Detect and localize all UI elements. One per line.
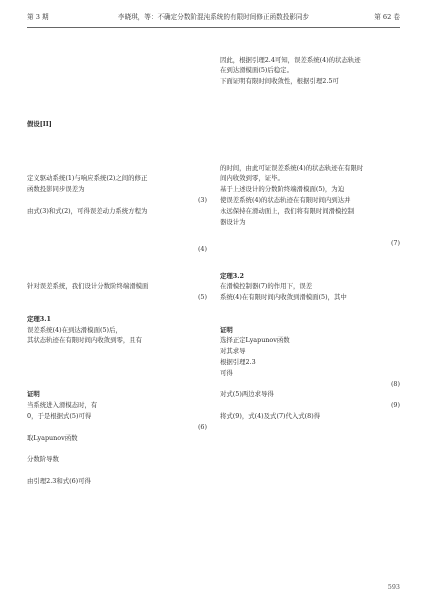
- proof: [220, 325, 400, 347]
- equation: [220, 109, 400, 131]
- equation-body: [27, 195, 207, 206]
- equation: [27, 497, 207, 519]
- paragraph: [27, 130, 207, 173]
- header-rule: [27, 27, 400, 28]
- equation: [27, 486, 207, 497]
- text-line: 根据引理2.3: [220, 357, 256, 366]
- text-line: [27, 130, 207, 141]
- running-title: 李晓琪，等：不确定分数阶混沌系统的有限时间修正函数投影同步: [117, 13, 310, 21]
- text-line: [27, 44, 207, 55]
- text-line: 取Lyapunov函数: [27, 433, 78, 442]
- paragraph: [27, 303, 207, 314]
- equation: [27, 292, 207, 303]
- equation-body: [220, 33, 400, 55]
- text-line: [27, 76, 207, 87]
- text-line: [27, 443, 207, 454]
- equation-number: (6): [197, 422, 207, 431]
- text-line: 将式(9)，式(4)及式(7)代入式(8)得: [220, 411, 321, 420]
- equation: [220, 130, 400, 152]
- paragraph: [27, 65, 207, 87]
- equation-body: [27, 217, 207, 282]
- text-line: 可得: [220, 368, 233, 377]
- text-line: 对其求导: [220, 347, 246, 356]
- text-line: 因此，根据引理2.4可知，误差系统(4)的状态轨迹: [220, 55, 361, 64]
- text-line: 函数投影同步误差为: [27, 185, 85, 194]
- text-line: 的时间，由此可证误差系统(4)的状态轨迹在有限时: [220, 163, 364, 172]
- equation-body: [27, 292, 207, 303]
- volume-number: 第 62 卷: [374, 13, 400, 21]
- running-header: [27, 10, 400, 24]
- text-line: 在到达滑模面(5)后稳定。: [220, 66, 293, 75]
- equation-body: [220, 379, 400, 390]
- equation-body: [220, 227, 400, 259]
- text-line: 针对误差系统，我们设计分数阶终端滑模面: [27, 282, 149, 291]
- theorem: [220, 271, 400, 303]
- text-line: [27, 141, 207, 152]
- text-line: [27, 314, 207, 325]
- heading-text: 假设[II]: [27, 120, 52, 129]
- text-line: [220, 260, 400, 271]
- equation: [27, 217, 207, 282]
- text-line: [27, 389, 207, 400]
- text-line: 下面证明有限时间收敛性，根据引理2.5可: [220, 77, 339, 86]
- text-line: [27, 465, 207, 476]
- equation: [220, 303, 400, 325]
- paragraph: [220, 184, 400, 227]
- equation-body: [27, 346, 207, 378]
- equation-body: [27, 422, 207, 433]
- text-line: 选择正定Lyapunov函数: [220, 336, 290, 345]
- equation-number: (5): [197, 293, 207, 302]
- equation: [27, 422, 207, 433]
- text-line: 在滑模控制器(7)的作用下，误差: [220, 282, 313, 291]
- paragraph: [27, 379, 207, 390]
- paragraph: [220, 411, 400, 422]
- paragraph: [220, 152, 400, 184]
- equation-body: [220, 130, 400, 152]
- theorem-label: 定理3.1: [27, 314, 51, 323]
- text-line: [27, 87, 207, 98]
- proof: [27, 389, 207, 421]
- text-line: 器设计为: [220, 217, 246, 226]
- text-line: 误差系统(4)在到达滑模面(5)后，: [27, 325, 122, 334]
- theorem: [27, 314, 207, 346]
- paragraph: [27, 33, 207, 65]
- paragraph: [27, 173, 207, 195]
- issue-number: 第 3 期: [27, 13, 49, 21]
- equation: [220, 98, 400, 109]
- equation-body: [220, 400, 400, 411]
- paragraph: [220, 55, 400, 77]
- text-line: [27, 65, 207, 76]
- text-line: [27, 33, 207, 44]
- text-line: [27, 55, 207, 66]
- equation-body: [220, 303, 400, 325]
- equation-number: (3): [197, 195, 207, 204]
- text-line: 其状态轨迹在有限时间内收敛到零，且有: [27, 336, 143, 345]
- theorem-label: 定理3.2: [220, 271, 244, 280]
- paragraph: [27, 206, 207, 217]
- equation-body: [27, 486, 207, 497]
- text-line: [220, 87, 400, 98]
- text-line: [27, 109, 207, 120]
- text-line: 使误差系统(4)的状态轨迹在有限时间内到达并: [220, 195, 351, 204]
- proof-label: 证明: [220, 325, 233, 334]
- text-line: [220, 271, 400, 282]
- text-line: 由式(3)和式(2)，可得误差动力系统方程为: [27, 206, 148, 215]
- equation-number: (9): [390, 401, 400, 410]
- paragraph: [27, 281, 207, 292]
- paragraph: [220, 346, 400, 378]
- equation-body: [220, 109, 400, 131]
- equation: [220, 33, 400, 55]
- text-line: [220, 152, 400, 163]
- paragraph: [220, 260, 400, 271]
- text-line: 系统(4)在有限时间内收敛到滑模面(5)，其中: [220, 293, 347, 302]
- equation-body: [220, 98, 400, 109]
- paragraph: [220, 76, 400, 98]
- equation-number: (7): [390, 239, 400, 248]
- text-line: [27, 379, 207, 390]
- equation-number: (4): [197, 244, 207, 253]
- text-line: 当系统进入滑模态时，有: [27, 401, 98, 410]
- proof-label: 证明: [27, 390, 40, 399]
- text-line: 间内收敛到零，证毕。: [220, 174, 284, 183]
- text-line: [27, 152, 207, 163]
- text-line: 分数阶导数: [27, 455, 59, 464]
- equation: [27, 346, 207, 378]
- text-line: [27, 98, 207, 109]
- equation: [220, 379, 400, 390]
- text-line: [27, 163, 207, 174]
- text-line: 定义驱动系统(1)与响应系统(2)之间的修正: [27, 174, 148, 183]
- page-number: 593: [387, 583, 400, 591]
- right-column: [220, 33, 400, 422]
- paragraph: [27, 433, 207, 465]
- equation: [220, 227, 400, 259]
- text-line: [27, 303, 207, 314]
- text-line: 基于上述设计的分数阶终端滑模面(5)，为迫: [220, 185, 345, 194]
- equation: [27, 195, 207, 206]
- text-line: 由引理2.3和式(6)可得: [27, 476, 91, 485]
- paragraph: [27, 87, 207, 119]
- paragraph: [220, 389, 400, 400]
- equation: [220, 400, 400, 411]
- text-line: 对式(5)两边求导得: [220, 390, 274, 399]
- text-line: [220, 325, 400, 336]
- left-column: [27, 33, 207, 519]
- paragraph: [27, 465, 207, 487]
- equation-number: (8): [390, 379, 400, 388]
- text-line: 0，于是根据式(5)可得: [27, 411, 92, 420]
- equation-body: [27, 497, 207, 519]
- heading: [27, 119, 207, 130]
- text-line: 永远保持在滑动面上，我们将有限时间滑模控制: [220, 206, 355, 215]
